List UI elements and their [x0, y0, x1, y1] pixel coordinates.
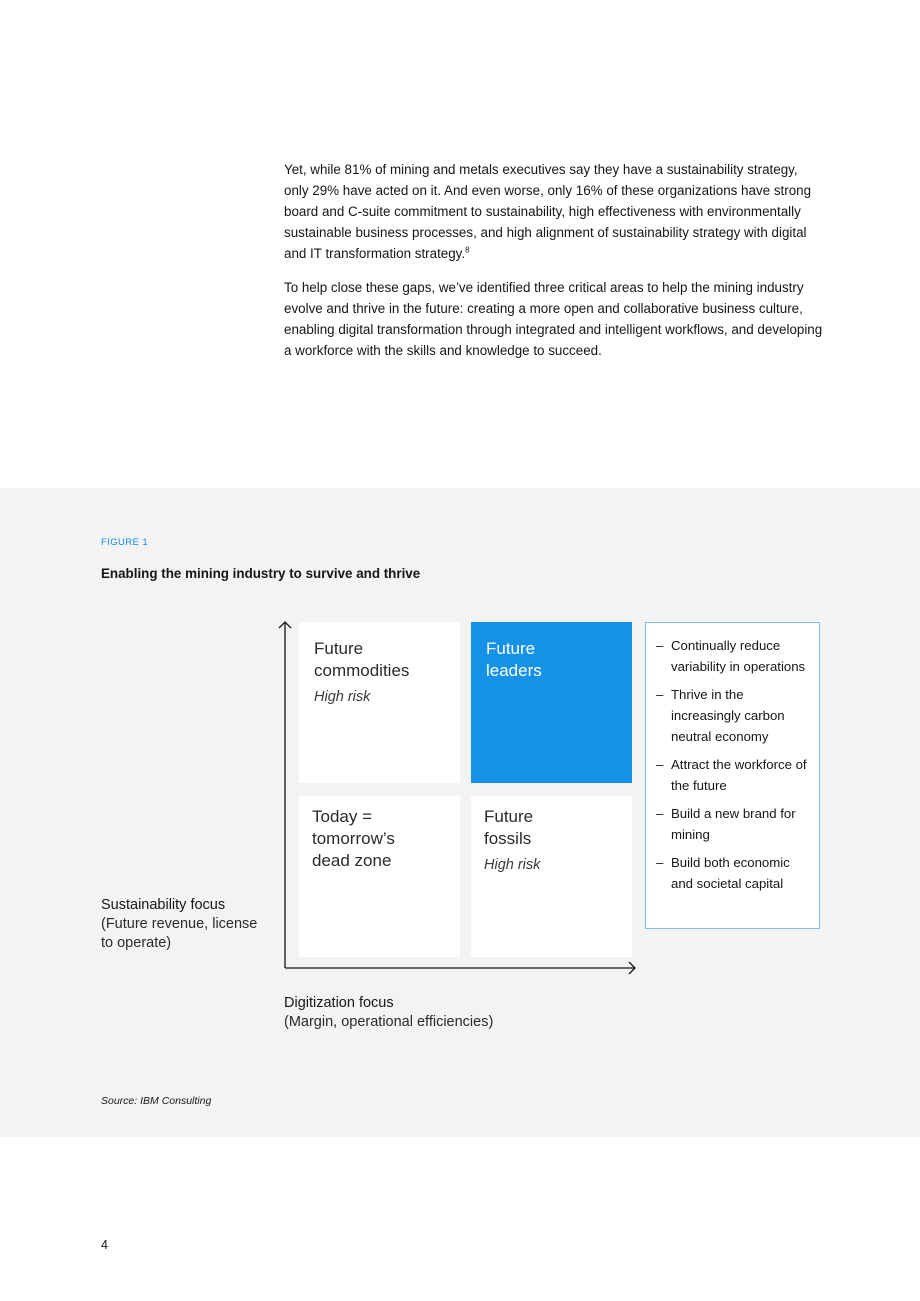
bullet-dash: –	[656, 757, 664, 772]
bullet-item	[656, 684, 809, 747]
bullet-text: Attract the workforce of the future	[671, 757, 807, 793]
figure-title: Enabling the mining industry to survive and thrive	[101, 566, 421, 581]
bullet-text: Build a new brand for mining	[671, 806, 796, 842]
quadrant-dead-zone	[299, 796, 460, 957]
bullet-dash: –	[656, 687, 664, 702]
y-axis-title: Sustainability focus	[101, 897, 226, 913]
quadrant-future-fossils	[471, 796, 632, 957]
y-axis-subtitle: (Future revenue, license to operate)	[101, 916, 258, 951]
bullet-item	[656, 754, 809, 796]
quadrant-title: Future commodities	[314, 639, 410, 680]
paragraph-2: To help close these gaps, we’ve identified three critical areas to help the mining industry evolve and thrive in the future: creating a more open and collaborative business culture, enabling digital transformation through integrated and intelligent workflows, and developing a workforce with the skills and knowledge to succeed.	[284, 280, 823, 358]
bullet-item	[656, 852, 809, 894]
quadrant-future-leaders	[471, 622, 632, 783]
bullet-item	[656, 635, 809, 677]
x-axis-label	[284, 994, 644, 1032]
paragraph-1-text: Yet, while 81% of mining and metals executives say they have a sustainability strategy, only 29% have acted on it. And even worse, only 16% of these organizations have strong board and C-suite commitment to sustainability, high effectiveness with environmentally sustainable business processes, and high alignment of sustainability strategy with digital and IT transformation strategy.	[284, 162, 812, 261]
quadrant-risk: High risk	[314, 689, 371, 705]
quadrant-future-commodities	[299, 622, 460, 783]
quadrant-title: Future leaders	[486, 639, 542, 680]
bullet-text: Build both economic and societal capital	[671, 855, 790, 891]
y-axis-label	[101, 896, 271, 953]
figure-source: Source: IBM Consulting	[101, 1095, 212, 1107]
bullet-item	[656, 803, 809, 845]
bullet-dash: –	[656, 638, 664, 653]
x-axis-subtitle: (Margin, operational efficiencies)	[284, 1014, 494, 1030]
bullet-text: Continually reduce variability in operations	[671, 638, 806, 674]
footnote-ref[interactable]: 8	[465, 245, 470, 255]
quadrant-risk: High risk	[484, 857, 541, 873]
bullet-dash: –	[656, 855, 664, 870]
figure-label: FIGURE 1	[101, 537, 149, 548]
leaders-bullet-box	[645, 622, 820, 929]
body-text	[284, 159, 824, 374]
bullet-text: Thrive in the increasingly carbon neutral economy	[671, 687, 785, 744]
bullet-dash: –	[656, 806, 664, 821]
bullet-list	[656, 635, 809, 894]
quadrant-title: Future fossils	[484, 807, 534, 848]
paragraph-1	[284, 159, 824, 264]
quadrant-title: Today = tomorrow’s dead zone	[312, 807, 395, 870]
page-number: 4	[101, 1238, 108, 1252]
x-axis-title: Digitization focus	[284, 995, 394, 1011]
